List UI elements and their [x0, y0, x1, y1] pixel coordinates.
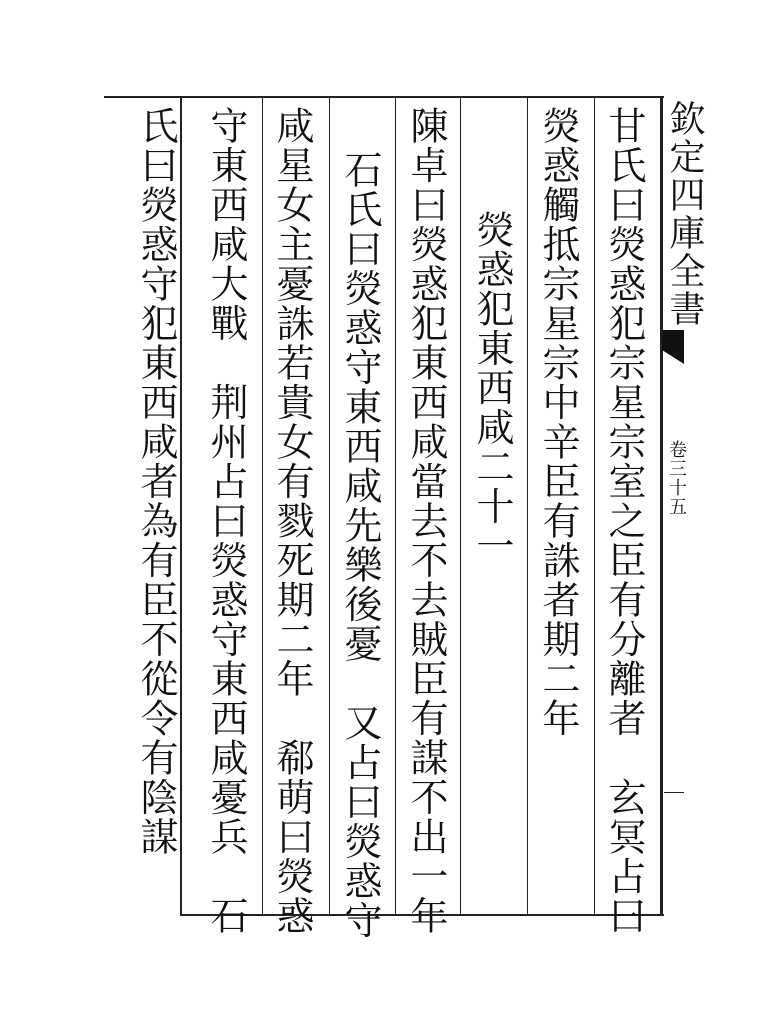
- text-column: 守東西咸大戰 荆州占曰熒惑守東西咸憂兵 石: [204, 106, 248, 936]
- column-divider: [395, 96, 396, 914]
- text-column: 熒惑觸抵宗星宗中辛臣有誅者期二年: [536, 106, 580, 738]
- column-divider: [460, 96, 461, 914]
- column-divider: [594, 96, 595, 914]
- text-column: 氏曰熒惑守犯東西咸者為有臣不從令有陰謀: [134, 106, 178, 857]
- volume-number: 卷三十五: [666, 440, 687, 516]
- frame-right-border: [660, 96, 663, 916]
- text-column: 石氏曰熒惑守東西咸先樂後憂 又占曰熒惑守: [338, 150, 382, 940]
- text-column: 甘氏曰熒惑犯宗星宗室之臣有分離者 玄冥占曰: [602, 106, 646, 936]
- book-title: 欽定四庫全書: [664, 100, 705, 328]
- column-divider: [527, 96, 528, 914]
- fishtail-mark-icon: [662, 330, 684, 364]
- margin-rule: [664, 792, 684, 793]
- text-column: 熒惑犯東西咸二十一: [470, 210, 514, 566]
- text-column: 陳卓曰熒惑犯東西咸當去不去賊臣有謀不出一年: [404, 106, 448, 936]
- frame-top-line: [104, 96, 664, 98]
- column-divider: [262, 96, 263, 914]
- column-divider: [329, 96, 330, 914]
- frame-left-border: [180, 96, 182, 916]
- text-column: 咸星女主憂誅若貴女有戮死期二年 郗萌曰熒惑: [270, 106, 314, 936]
